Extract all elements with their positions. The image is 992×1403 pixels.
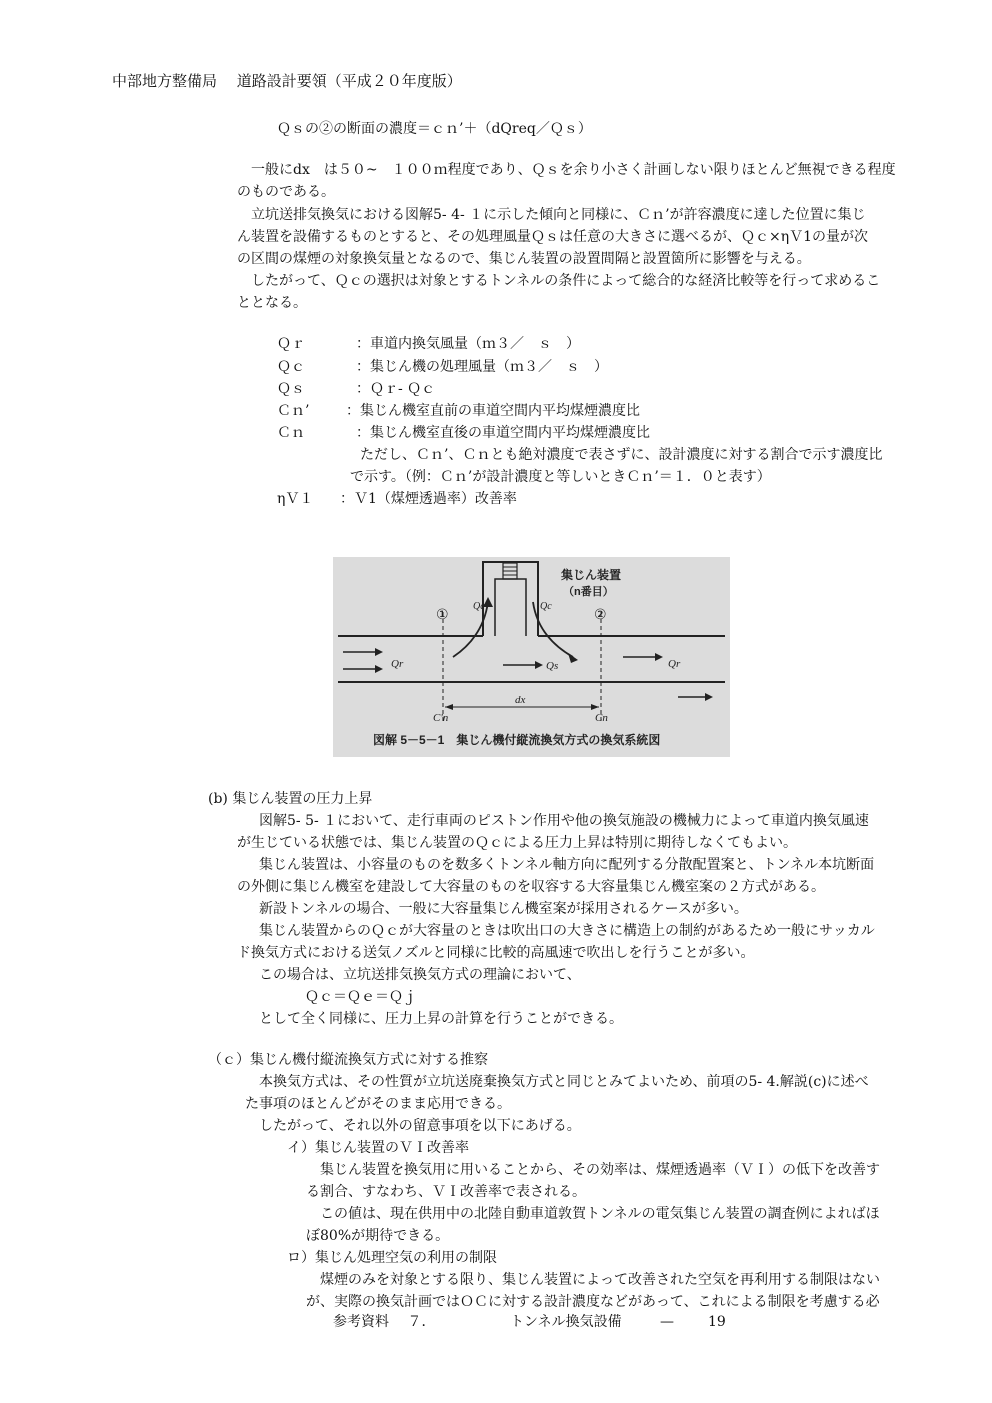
arrow-head: [705, 693, 713, 701]
definition-desc: ：集じん機室直前の車道空間内平均煤煙濃度比: [346, 403, 640, 419]
figure-caption: 図解 5－5－1 集じん機付縦流換気方式の換気系統図: [373, 733, 661, 747]
paragraph-line: 図解5- 5- １において、走行車両のピストン作用や他の換気施設の機械力によって車道内換気風速: [259, 813, 869, 829]
paragraph-line: 一般にdx は５０~ １００ｍ程度であり、Ｑｓを余り小さく計画しない限りほとんど無視できる程度: [251, 162, 896, 178]
definition-desc: ：集じん機の処理風量（ｍ３／ ｓ ）: [356, 359, 608, 375]
definition-desc: ：Ｑｒ- Ｑｃ: [356, 381, 436, 397]
cn-label: Cn: [595, 712, 608, 724]
paragraph-line: のものである。: [237, 184, 335, 200]
paragraph-line: ド換気方式における送気ノズルと同様に比較的高風速で吹出しを行うことが多い。: [237, 945, 755, 961]
paragraph-line: 集じん装置は、小容量のものを数多くトンネル軸方向に配列する分散配置案と、トンネル本坑断面: [259, 857, 875, 873]
definition-term: Ｃｎ’: [277, 403, 310, 419]
paragraph-line: したがって、Ｑｃの選択は対象とするトンネルの条件によって総合的な経済比較等を行って求めるこ: [251, 273, 881, 289]
paragraph-line: 新設トンネルの場合、一般に大容量集じん機室案が採用されるケースが多い。: [259, 901, 748, 917]
paragraph-line: の区間の煤煙の対象換気量となるので、集じん装置の設置間隔と設置箇所に影響を与える。: [237, 251, 811, 267]
qc-label-right: Qc: [540, 601, 552, 612]
section-label-2: ②: [594, 607, 607, 623]
paragraph-line: ととなる。: [237, 295, 307, 311]
device-number-label: （n番目）: [563, 586, 614, 598]
page-header: 中部地方整備局 道路設計要領（平成２０年度版）: [112, 72, 462, 90]
definition-desc: ただし、Ｃｎ’、Ｃｎとも絶対濃度で表さずに、設計濃度に対する割合で示す濃度比: [360, 447, 883, 463]
paragraph-line: として全く同様に、圧力上昇の計算を行うことができる。: [259, 1011, 623, 1027]
qr-label-right: Qr: [668, 658, 681, 670]
section-c-heading: （ｃ）集じん機付縦流換気方式に対する推察: [208, 1052, 488, 1068]
formula-concentration: Ｑｓの②の断面の濃度＝ｃｎ’＋（dQreq／Ｑｓ）: [277, 121, 592, 137]
arrow-head: [375, 665, 383, 673]
definition-desc: ：Ｖ1（煤煙透過率）改善率: [340, 491, 517, 507]
paragraph-line: この場合は、立坑送排気換気方式の理論において、: [259, 967, 581, 983]
subsection-heading-ro: ロ）集じん処理空気の利用の制限: [287, 1250, 497, 1266]
definition-desc: ：集じん機室直後の車道空間内平均煤煙濃度比: [356, 425, 650, 441]
qc-label-left: Qc: [473, 601, 485, 612]
definition-desc: ：車道内換気風量（ｍ３／ ｓ ）: [356, 336, 580, 352]
section-label-1: ①: [436, 607, 449, 623]
definition-term: ηＶ１: [277, 491, 314, 507]
paragraph-line: 煤煙のみを対象とする限り、集じん装置によって改善された空気を再利用する制限はない: [320, 1272, 880, 1288]
device-chamber: [483, 562, 538, 636]
arrow-head: [375, 648, 383, 656]
paragraph-line: この値は、現在供用中の北陸自動車道敦賀トンネルの電気集じん装置の調査例によればほ: [320, 1206, 880, 1222]
arrow-head: [445, 704, 453, 710]
footer-dash: —: [660, 1314, 674, 1330]
paragraph-line: る割合、すなわち、ＶＩ改善率で表される。: [306, 1184, 586, 1200]
definition-desc: で示す。（例：Ｃｎ’が設計濃度と等しいときＣｎ’＝１．０と表す）: [350, 469, 771, 485]
paragraph-line: が、実際の換気計画ではＯＣに対する設計濃度などがあって、これによる制限を考慮する必: [306, 1294, 880, 1310]
cn-prime-label: C'n: [433, 712, 449, 724]
ventilation-system-figure: [333, 557, 730, 757]
arrow-head: [568, 653, 578, 663]
definition-term: Ｑｃ: [277, 359, 305, 375]
paragraph-line: 集じん装置を換気用に用いることから、その効率は、煤煙透過率（ＶＩ）の低下を改善す: [320, 1162, 880, 1178]
paragraph-line: したがって、それ以外の留意事項を以下にあげる。: [259, 1118, 581, 1134]
paragraph-line: 集じん装置からのＱｃが大容量のときは吹出口の大きさに構造上の制約があるため一般にサッカル: [259, 923, 875, 939]
footer-title: トンネル換気設備: [510, 1314, 622, 1330]
subsection-heading-i: イ）集じん装置のＶＩ改善率: [287, 1140, 469, 1156]
paragraph-line: が生じている状態では、集じん装置のＱｃによる圧力上昇は特別に期待しなくてもよい。: [237, 835, 797, 851]
formula-qc-qe-qj: Ｑｃ＝Ｑｅ＝Ｑｊ: [305, 989, 417, 1005]
paragraph-line: ん装置を設備するものとすると、その処理風量Ｑｓは任意の大きさに選べるが、Ｑｃ×ηＶ1の量が次: [237, 229, 869, 245]
dx-label: dx: [515, 694, 526, 706]
arrow-head: [591, 704, 599, 710]
section-b-heading: (b) 集じん装置の圧力上昇: [208, 791, 373, 807]
page-number: 19: [708, 1314, 726, 1330]
device-chamber-inner: [495, 579, 526, 636]
ventilation-diagram: [333, 557, 730, 757]
footer-reference: 参考資料 ７．: [333, 1314, 436, 1330]
arrow-head: [535, 661, 543, 669]
arrow-head: [655, 653, 663, 661]
qr-label-left: Qr: [391, 658, 404, 670]
definition-term: Ｑｒ: [277, 336, 305, 352]
definition-term: Ｑｓ: [277, 381, 305, 397]
qs-label: Qs: [546, 660, 559, 672]
definition-term: Ｃｎ: [277, 425, 305, 441]
device-label: 集じん装置: [561, 568, 622, 582]
paragraph-line: ぼ80%が期待できる。: [306, 1228, 450, 1244]
paragraph-line: 立坑送排気換気における図解5- 4- １に示した傾向と同様に、Ｃｎ’が許容濃度に達した位置に集じ: [251, 207, 866, 223]
paragraph-line: た事項のほとんどがそのまま応用できる。: [245, 1096, 511, 1112]
paragraph-line: の外側に集じん機室を建設して大容量のものを収容する大容量集じん機室案の２方式がある。: [237, 879, 825, 895]
paragraph-line: 本換気方式は、その性質が立坑送廃棄換気方式と同じとみてよいため、前項の5- 4.解説(c)に述べ: [259, 1074, 869, 1090]
